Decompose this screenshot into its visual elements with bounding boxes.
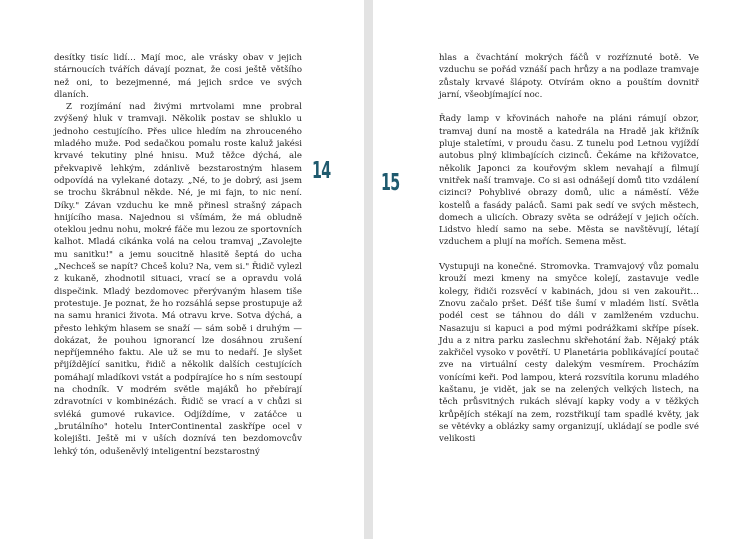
page-number: 15 xyxy=(381,170,400,196)
paragraph: Řady lamp v křovinách nahoře na pláni rámují obzor, tramvaj duní na mostě a katedrála na Hradě jak křižník pluje staletími, v proudu času. Z tunelu pod Letnou vyjíždí autobus plný klimbajících cizinců. Čekáme na křižovatce, několik Japonci za kouřovým sklem nevahají a filmují vnitřek naší tramvaje. Co si asi odnášejí domů tito vzdálení cizinci? Pohyblivé obrazy domů, ulic a náměstí. Věže kostelů a fasády paláců. Sami pak sedí ve svých městech, domech a ulicích. Obrazy světa se odrážejí v jejich očích. Lidstvo hledí samo na sebe. Města se navštěvují, létají vzduchem a plují na mořích. Semena měst. xyxy=(439,114,699,248)
paragraph: hlas a čvachtání mokrých fáčů v rozříznuté botě. Ve vzduchu se pořád vznáší pach hrůzy a na podlaze tramvaje zůstaly krvavé šlápoty. Otvírám okno a pouštím dovnitř jarní, všeobjímající noc. xyxy=(439,53,699,100)
right-page xyxy=(373,0,737,539)
left-page-text xyxy=(54,52,302,458)
gutter xyxy=(364,0,373,539)
left-page xyxy=(0,0,364,539)
paragraph: Vystupuji na konečné. Stromovka. Tramvajový vůz pomalu krouží mezi kmeny na smyčce kolejí, zastavuje vedle kolegy, řidiči rozsvěcí v kabinách, jdou si ven zakouřit… Znovu začalo pršet. Déšť tiše šumí v mladém listí. Světla podél cest se táhnou do dáli v zamlženém vzduchu. Nasazuju si kapuci a pod mými podrážkami skřípe písek. Jdu a z nitra parku zaslechnu skřehotání žab. Nějaký pták zakřičel vysoko v povětří. U Planetária poblikávající poutač zve na virtuální cesty dalekým vesmírem. Procházím vonícími keři. Pod lampou, která rozsvítila korunu mladého kaštanu, je vidět, jak se na zelených velkých listech, na těch průsvitných rukách slévají kapky vody a v těžkých krůpějích stékají na zem, rozstřikují tam spadlé květy, jak se větévky a oblázky samy organizují, ukládají se podle své velikosti xyxy=(439,262,699,445)
paragraph: desítky tisíc lidí… Mají moc, ale vrásky obav v jejich stárnoucích tvářích dávají poznat, že cosi ještě většího než oni, to bezejmenné, má jejich srdce ve svých dlaních. xyxy=(54,53,302,100)
page-number: 14 xyxy=(312,158,331,184)
right-page-text xyxy=(439,52,699,446)
paragraph: Z rozjímání nad živými mrtvolami mne probral zvýšený hluk v tramvaji. Několik postav se shluklo u jednoho cestujícího. Přes ulice hledím na zhroucenéhо mladého muže. Pod sedačkou pomalu roste kaluž jakési krvavé tekutiny plné hnisu. Muž těžce dýchá, ale překvapivě lehkým, zdánlivě bezstarostným hlasem odpovídá na vylekané dotazy. „Né, to je dobrý, asi jsem se trochu škrábnul někde. Né, je mi fajn, to nic není. Díky." Závan vzduchu ke mně přinesl strašný zápach hnijícího masa. Najednou si všímám, že má obludně oteklou jednu nohu, mokré fáče mu lezou ze sportovních kalhot. Mladá cikánka volá na celou tramvaj „Zavolejte mu sanitku!" a jemu soucitně hlasitě šeptá do ucha „Nechceš se napít? Chceš kolu? Na, vem si." Řidič vylezl z kukaně, zhodnotil situaci, vrací se a opravdu volá dispečink. Mladý bezdomovec přerývaným hlasem tiše protestuje. Je poznat, že ho rozsáhlá sepse prostupuje až na samu hranici života. Má otravu krve. Sotva dýchá, a přesto lehkým hlasem se snaží — sám sobě i druhým — dokázat, že pouhou ignorancí lze dosáhnou zrušení nepříjemného faktu. Ale už se mu to nedaří. Je slyšet přijíždějící sanitku, řidič a několik dalších cestujících pomáhají mladíkovi vstát a podpírajíce ho s ním sestoupí na chodník. V modrém světle majáků ho přebírají zdravotníci v kombinézách. Řidič se vrací a v chůzi si svléká gumové rukavice. Odjíždíme, v zatáčce u „brutálního" hotelu InterContinental zaskřípe ocel v kolejišti. Ještě mi v uších doznívá ten bezdomovcův lehký tón, odušeněvlý inteligentní bezstarostný xyxy=(54,102,302,457)
